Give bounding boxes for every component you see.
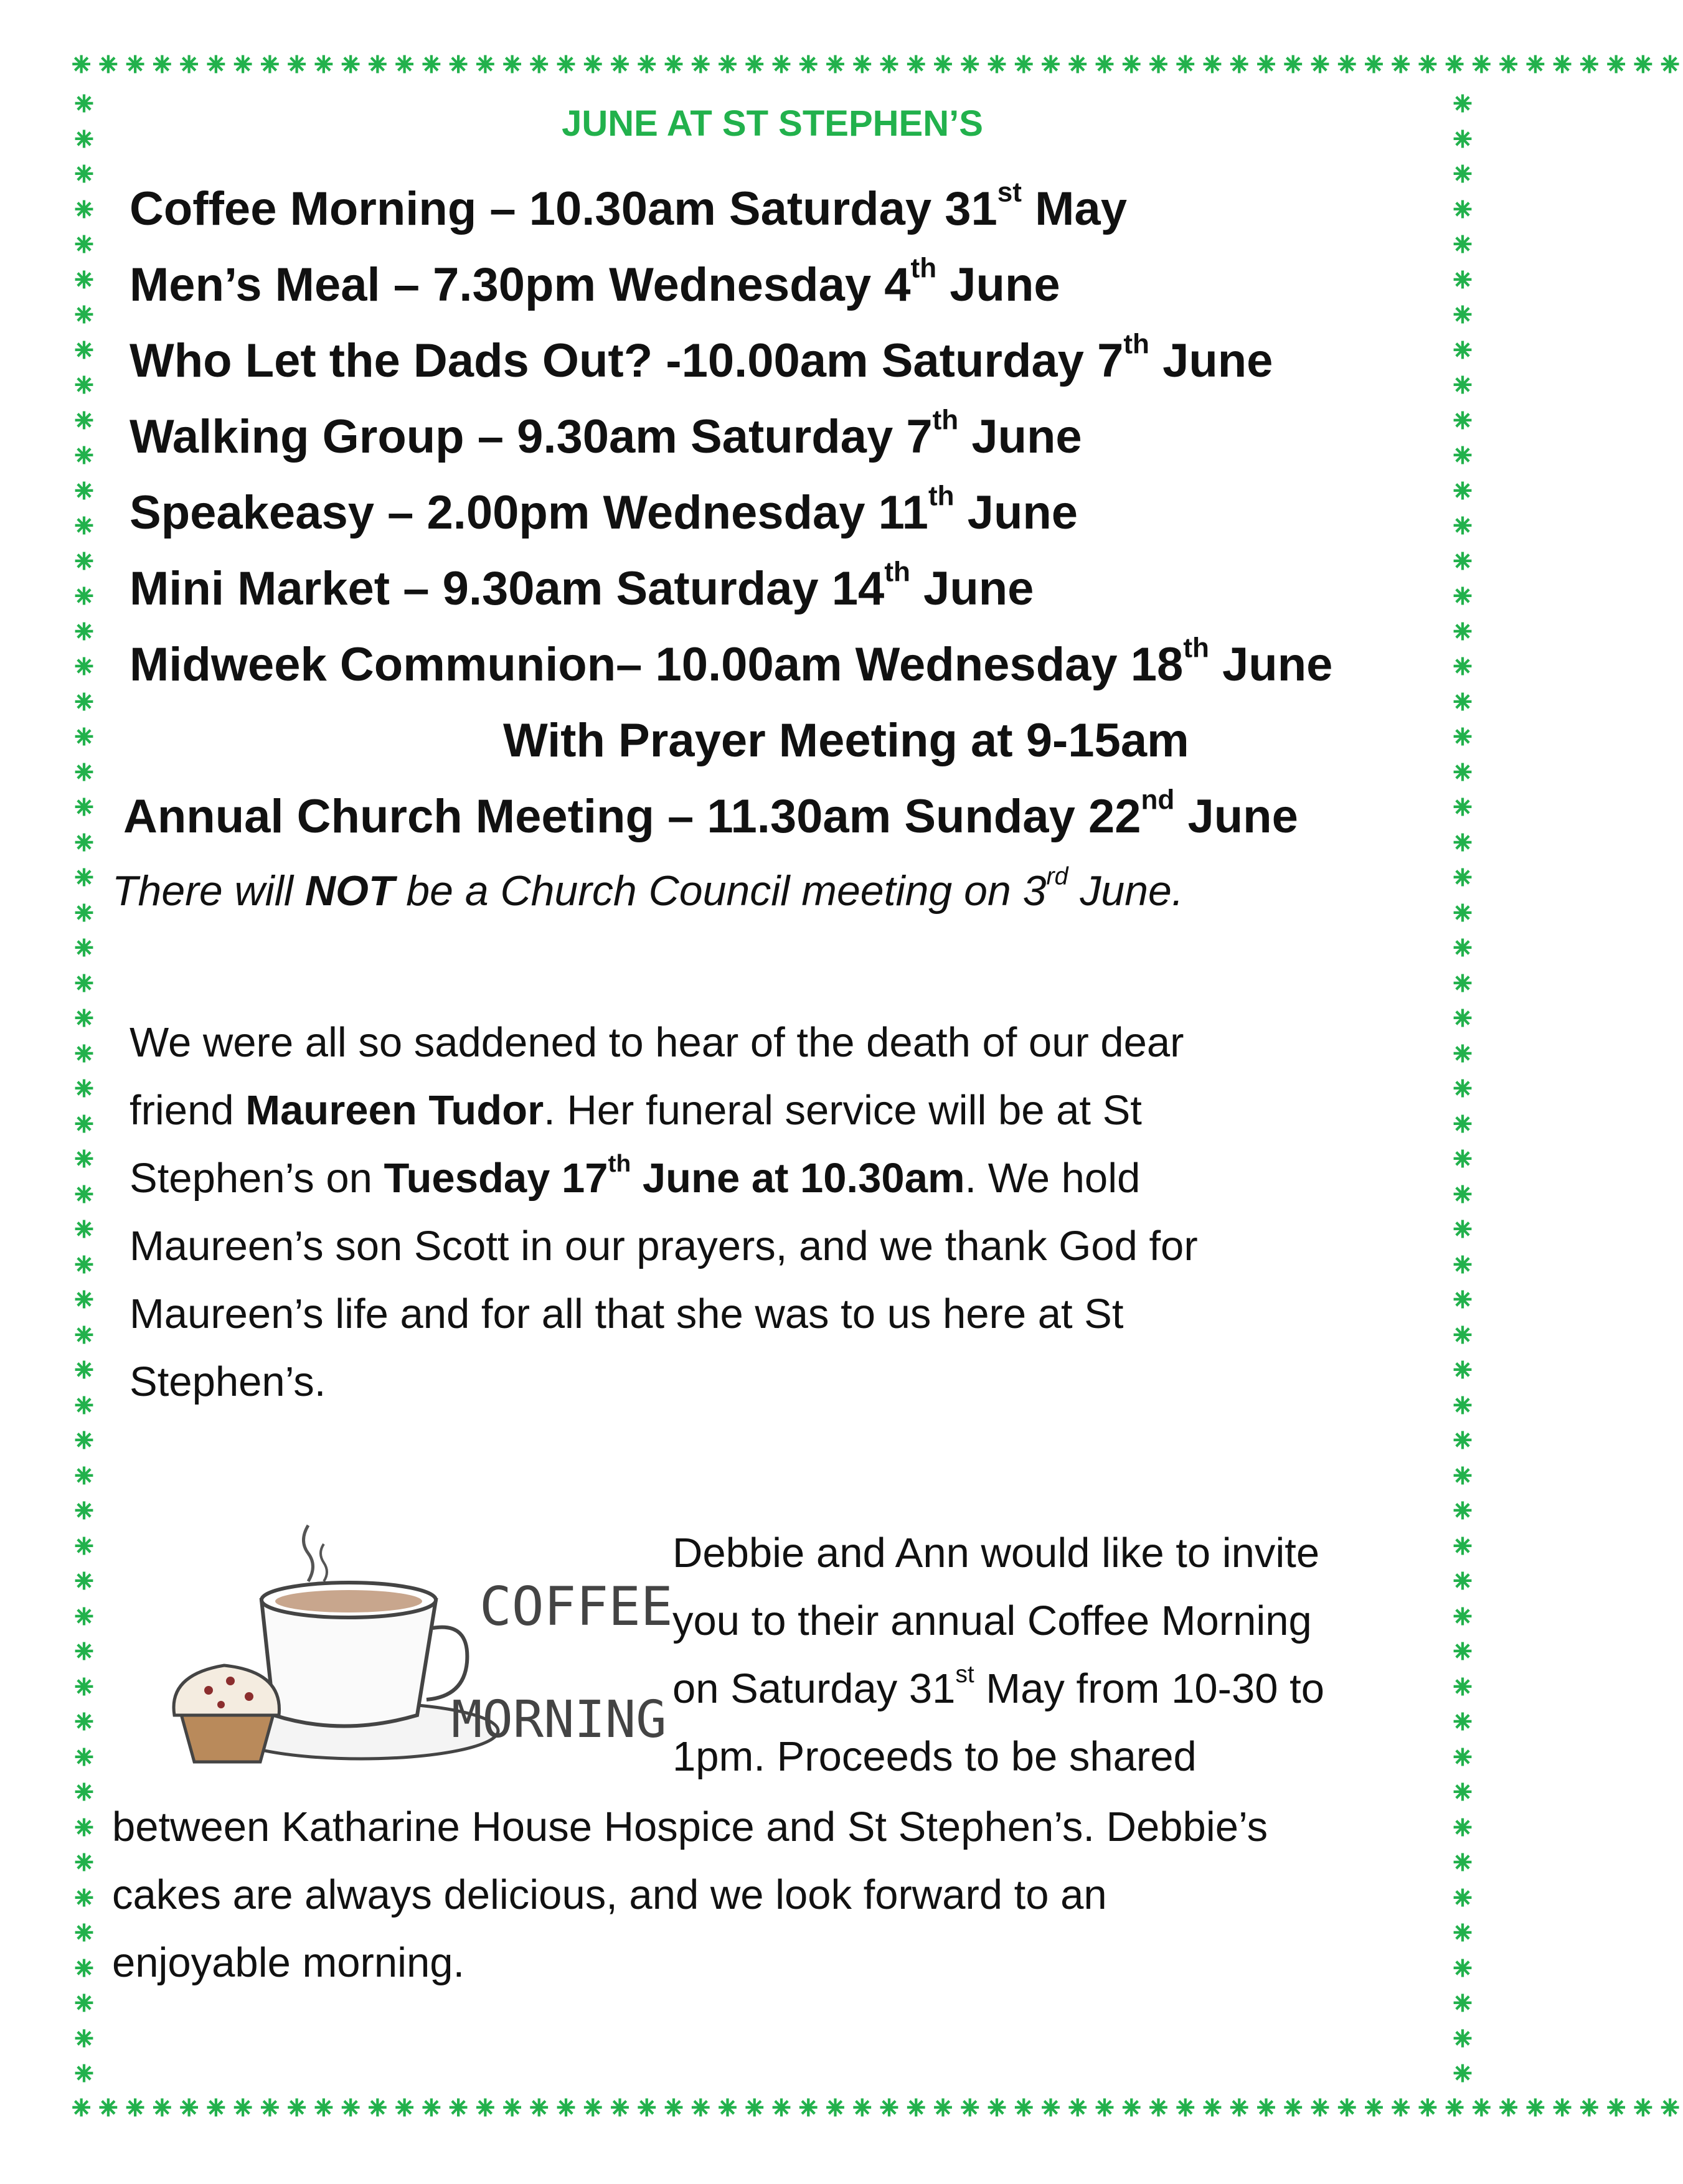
event-item: Annual Church Meeting – 11.30am Sunday 22nd June [123,784,1298,843]
event-item: Men’s Meal – 7.30pm Wednesday 4th June [130,253,1060,311]
border-right: ⁕ ⁕ ⁕ ⁕ ⁕ ⁕ ⁕ ⁕ ⁕ ⁕ ⁕ ⁕ ⁕ ⁕ ⁕ ⁕ ⁕ ⁕ ⁕ ⁕ ⁕ ⁕ ⁕ ⁕ ⁕ ⁕ ⁕ ⁕ ⁕ ⁕ ⁕ ⁕ ⁕ ⁕ ⁕ ⁕ ⁕ ⁕ ⁕ ⁕ ⁕ ⁕ ⁕ ⁕ ⁕ ⁕ ⁕ ⁕ ⁕ ⁕ ⁕ ⁕ ⁕ ⁕ ⁕ ⁕ ⁕ [1448,85,1477,2094]
council-note: There will NOT be a Church Council meeting on 3rd June. [112,862,1184,915]
border-left: ⁕ ⁕ ⁕ ⁕ ⁕ ⁕ ⁕ ⁕ ⁕ ⁕ ⁕ ⁕ ⁕ ⁕ ⁕ ⁕ ⁕ ⁕ ⁕ ⁕ ⁕ ⁕ ⁕ ⁕ ⁕ ⁕ ⁕ ⁕ ⁕ ⁕ ⁕ ⁕ ⁕ ⁕ ⁕ ⁕ ⁕ ⁕ ⁕ ⁕ ⁕ ⁕ ⁕ ⁕ ⁕ ⁕ ⁕ ⁕ ⁕ ⁕ ⁕ ⁕ ⁕ ⁕ ⁕ ⁕ ⁕ [70,85,98,2094]
coffee-invite-text: Debbie and Ann would like to invite you to their annual Coffee Morning on Saturday 31st May from 10-30 to 1pm. Proceeds to be shared [672,1530,1324,1780]
event-item: Mini Market – 9.30am Saturday 14th June [130,557,1034,615]
border-top: ⁕⁕⁕⁕⁕⁕⁕⁕⁕⁕⁕⁕⁕⁕⁕⁕⁕⁕⁕⁕⁕⁕⁕⁕⁕⁕⁕⁕⁕⁕⁕⁕⁕⁕⁕⁕⁕⁕⁕⁕⁕⁕⁕⁕⁕⁕⁕⁕⁕⁕⁕⁕⁕⁕⁕⁕⁕⁕⁕⁕ [67,45,1683,85]
border-bottom: ⁕⁕⁕⁕⁕⁕⁕⁕⁕⁕⁕⁕⁕⁕⁕⁕⁕⁕⁕⁕⁕⁕⁕⁕⁕⁕⁕⁕⁕⁕⁕⁕⁕⁕⁕⁕⁕⁕⁕⁕⁕⁕⁕⁕⁕⁕⁕⁕⁕⁕⁕⁕⁕⁕⁕⁕⁕⁕⁕⁕ [67,2089,1683,2128]
event-item: Who Let the Dads Out? -10.00am Saturday 7th June [130,329,1273,387]
event-item: Walking Group – 9.30am Saturday 7th June [130,405,1082,463]
coffee-morning-illustration [156,1507,673,1781]
page-title: JUNE AT ST STEPHEN’S [562,103,983,144]
coffee-invite-continued: between Katharine House Hospice and St Stephen’s. Debbie’s cakes are always delicious, and we look forward to an enjoyable morning. [112,1804,1268,1986]
event-item: Speakeasy – 2.00pm Wednesday 11th June [130,481,1078,539]
coffee-word: COFFEE [479,1576,673,1638]
event-item: Coffee Morning – 10.30am Saturday 31st May [130,177,1127,235]
muffin-icon [181,1712,274,1762]
event-subitem: With Prayer Meeting at 9-15am [503,714,1189,767]
event-item: Midweek Communion– 10.00am Wednesday 18th June [130,633,1333,691]
memorial-paragraph: We were all so saddened to hear of the death of our dear friend Maureen Tudor. Her funeral service will be at St Stephen’s on Tuesday 17th June at 10.30am. We hold Maureen’s son Scott in our prayers, and we thank God for Maureen’s life and for all that she was to us here at St Stephen’s. [130,1019,1198,1405]
morning-word: MORNING [451,1690,667,1749]
